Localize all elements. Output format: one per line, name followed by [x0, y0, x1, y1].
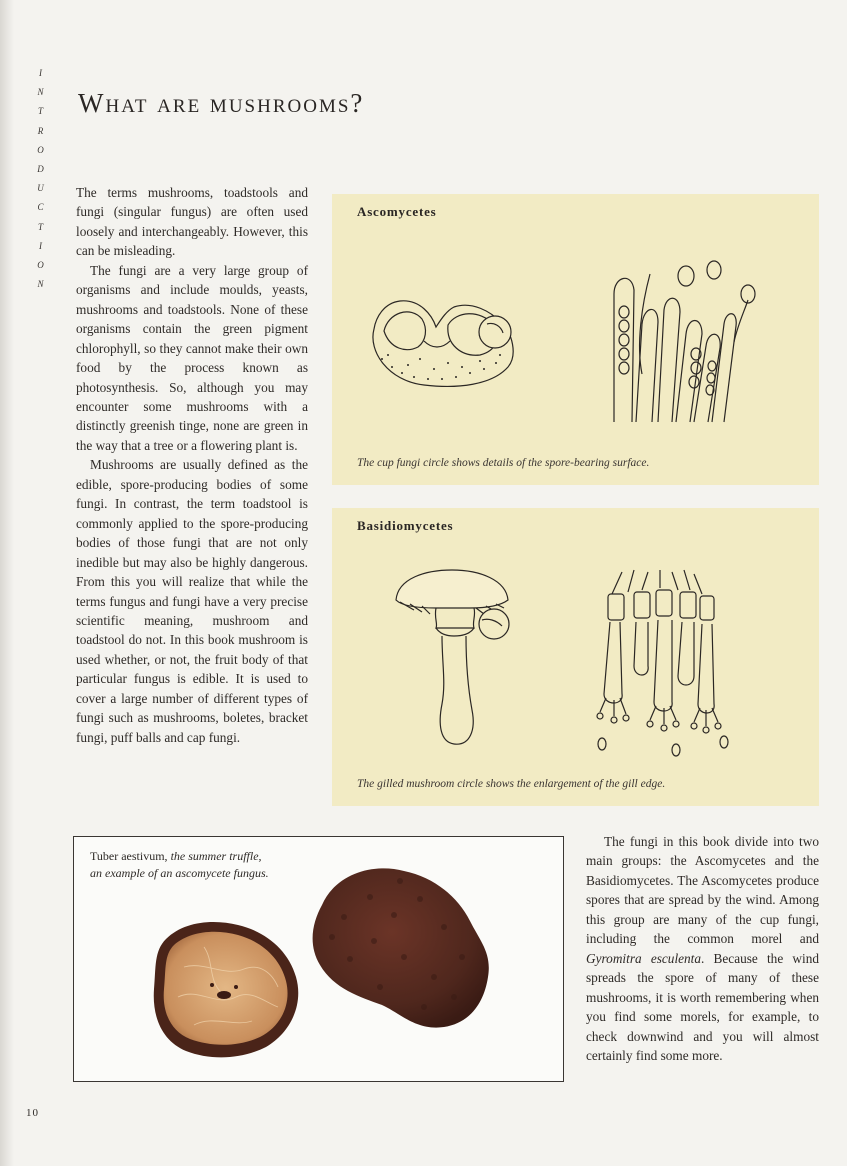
- page-gutter-shadow: [0, 0, 14, 1166]
- panel-caption: The cup fungi circle shows details of the spore-bearing surface.: [357, 457, 650, 469]
- side-tab-letter: U: [37, 183, 45, 194]
- page-number: 10: [26, 1107, 39, 1119]
- body-paragraph: Mushrooms are usually defined as the edible, spore-producing bodies of some fungi. In contrast, the term toadstool is commonly applied to the spore-producing bodies of those fungi that are not only inedible but may also be highly dangerous. From this you will realize that while the terms fungus and fungi have a very precise scientific meaning, mushroom and toadstool do not. In this book mushroom is used whether, or not, the fruit body of that particular fungus is edible. It is used to cover a large number of different types of fungi such as mushrooms, boletes, bracket fungi, puff balls and cap fungi.: [76, 457, 308, 745]
- truffle-photo: [74, 837, 563, 1081]
- body-paragraph: [586, 832, 819, 1065]
- side-tab-letter: I: [39, 68, 43, 78]
- ascomycetes-panel: [332, 194, 819, 485]
- body-text: The fungi in this book divide into two main groups: the Ascomycetes and the Basidiomycetes. The Ascomycetes produce spores that are spread by the wind. Among this group are many of the cup fungi, including the common morel and: [586, 834, 819, 947]
- panel-title: Ascomycetes: [357, 204, 437, 219]
- left-text-column: [76, 183, 308, 747]
- side-tab-letter: O: [37, 144, 45, 155]
- basidia-spores-illustration: [594, 566, 744, 762]
- caption-species: Tuber aestivum,: [90, 849, 168, 863]
- panel-caption: The gilled mushroom circle shows the enlargement of the gill edge.: [357, 778, 666, 790]
- side-tab-letter: T: [37, 106, 44, 117]
- basidiomycetes-panel: [332, 508, 819, 806]
- asci-spores-illustration: [602, 254, 762, 429]
- section-side-tab: [30, 64, 52, 294]
- truffle-photo-box: [73, 836, 564, 1082]
- cup-fungus-illustration: [362, 289, 522, 399]
- species-name: Gyromitra esculenta: [586, 950, 702, 966]
- side-tab-letter: N: [37, 87, 45, 98]
- side-tab-letter: N: [37, 279, 45, 290]
- right-text-column: [586, 832, 819, 1065]
- panel-title: Basidiomycetes: [357, 518, 454, 533]
- side-tab-letter: T: [37, 221, 44, 232]
- side-tab-letter: R: [37, 125, 45, 136]
- caption-common-name: the summer truffle,: [170, 849, 262, 863]
- page-title: What are mushrooms?: [78, 88, 365, 118]
- side-tab-letter: C: [37, 202, 45, 213]
- body-text: . Because the wind spreads the spore of many of these mushrooms, it is worth remembering when you find some morels, for example, to check downwind and you will almost certainly find some more.: [586, 950, 819, 1063]
- side-tab-letter: O: [37, 259, 45, 270]
- caption-description: an example of an ascomycete fungus.: [90, 866, 269, 880]
- body-paragraph: The fungi are a very large group of organisms and include moulds, yeasts, mushrooms and toadstools. None of these organisms contain the green pigment chlorophyll, so they cannot make their own food by the process known as photosynthesis. So, although you may encounter some mushrooms with a distinctly greenish tinge, none are green in the way that a tree or a flowering plant is.: [76, 262, 308, 453]
- body-paragraph: The terms mushrooms, toadstools and fungi (singular fungus) are often used loosely and interchangeably. However, this can be misleading.: [76, 185, 308, 259]
- gilled-mushroom-illustration: [390, 564, 520, 754]
- side-tab-letter: D: [37, 163, 45, 174]
- side-tab-letter: I: [39, 240, 43, 251]
